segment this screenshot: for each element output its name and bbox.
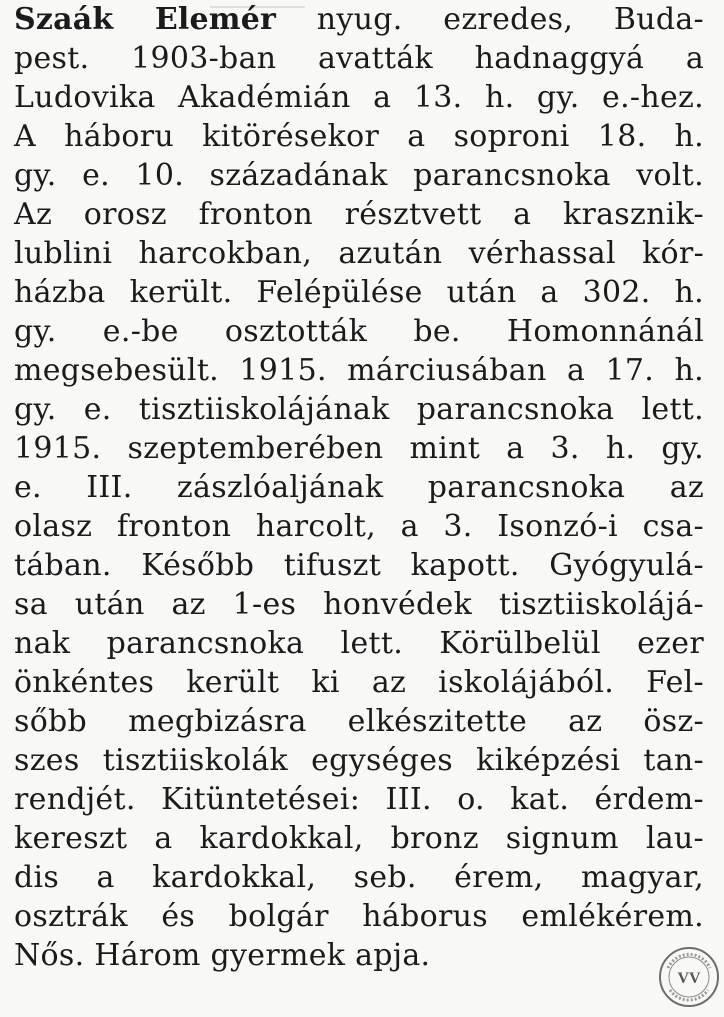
- seal-ring-text-marks: [668, 954, 710, 968]
- text-line: tában. Később tifuszt kapott. Gyógyulá-: [14, 548, 704, 583]
- text-line: önkéntes került ki az iskolájából. Fel-: [14, 665, 704, 700]
- text-line: dis a kardokkal, seb. érem, magyar,: [14, 860, 704, 895]
- text-line: lublini harcokban, azután vérhassal kór-: [14, 236, 704, 271]
- entry-first-line-rest: nyug. ezredes, Buda-: [316, 2, 704, 37]
- text-line: pest. 1903-ban avatták hadnaggyá a: [14, 41, 704, 76]
- text-line-last: Nős. Három gyermek apja.: [14, 938, 431, 973]
- text-line: szes tisztiiskolák egységes kiképzési tan-: [14, 743, 704, 778]
- text-line: Ludovika Akadémián a 13. h. gy. e.-hez.: [14, 80, 704, 115]
- text-line: A háboru kitörésekor a soproni 18. h.: [14, 119, 704, 154]
- text-line: rendjét. Kitüntetései: III. o. kat. érdem-: [14, 782, 704, 817]
- text-line: e. III. zászlóaljának parancsnoka az: [14, 470, 704, 505]
- text-line: sa után az 1-es honvédek tisztiiskolájá-: [14, 587, 704, 622]
- text-line: osztrák és bolgár háborus emlékérem.: [14, 899, 704, 934]
- text-line: kereszt a kardokkal, bronz signum lau-: [14, 821, 704, 856]
- text-line: [14, 0, 704, 39]
- text-line: gy. e. tisztiiskolájának parancsnoka lett.: [14, 392, 704, 427]
- text-line: 1915. szeptemberében mint a 3. h. gy.: [14, 431, 704, 466]
- library-seal-icon: [658, 946, 720, 1008]
- text-line: házba került. Felépülése után a 302. h.: [14, 275, 704, 310]
- text-line: gy. e.-be osztották be. Homonnánál: [14, 314, 704, 349]
- text-line: Az orosz fronton résztvett a krasznik-: [14, 197, 704, 232]
- entry-name: Szaák Elemér: [14, 2, 277, 37]
- biography-entry: [14, 0, 704, 975]
- text-line: megsebesült. 1915. márciusában a 17. h.: [14, 353, 704, 388]
- text-line: nak parancsnoka lett. Körülbelül ezer: [14, 626, 704, 661]
- seal-monogram: VV: [677, 970, 701, 987]
- text-line: olasz fronton harcolt, a 3. Isonzó-i csa-: [14, 509, 704, 544]
- text-line: sőbb megbizásra elkészitette az ösz-: [14, 704, 704, 739]
- text-line: gy. e. 10. századának parancsnoka volt.: [14, 158, 704, 193]
